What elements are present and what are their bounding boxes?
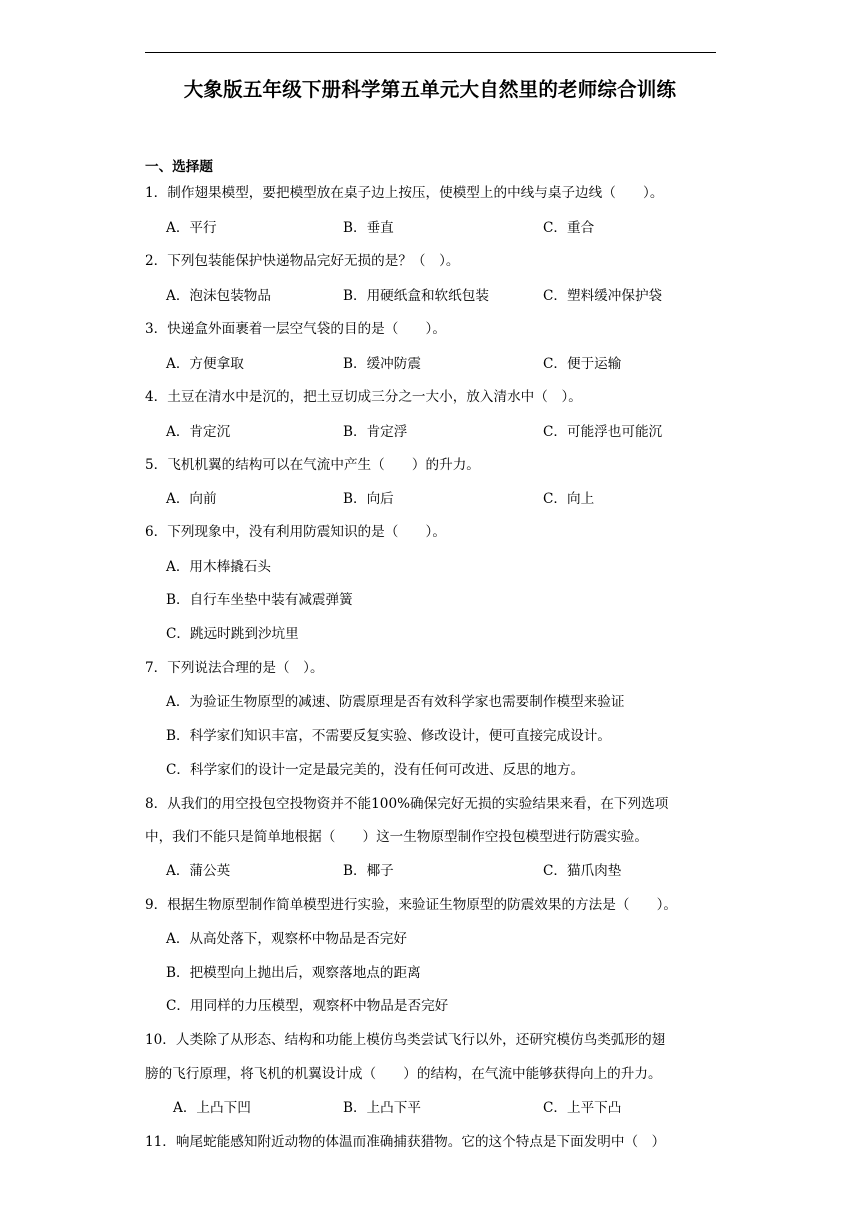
section-heading: 一、选择题 xyxy=(145,159,213,175)
question-8-option-c: C．猫爪肉垫 xyxy=(543,863,622,879)
question-2-option-b: B．用硬纸盒和软纸包装 xyxy=(343,288,489,304)
question-6-stem: 6．下列现象中，没有利用防震知识的是（ ）。 xyxy=(145,524,446,540)
question-9-option-c: C．用同样的力压模型，观察杯中物品是否完好 xyxy=(166,998,449,1014)
question-7-option-b: B．科学家们知识丰富，不需要反复实验、修改设计，便可直接完成设计。 xyxy=(166,728,611,744)
question-7-option-a: A．为验证生物原型的减速、防震原理是否有效科学家也需要制作模型来验证 xyxy=(166,694,625,710)
question-8-stem-line-2: 中，我们不能只是简单地根据（ ）这一生物原型制作空投包模型进行防震实验。 xyxy=(145,829,648,845)
question-10-option-c: C．上平下凸 xyxy=(543,1100,622,1116)
question-4-option-c: C．可能浮也可能沉 xyxy=(543,424,663,440)
question-7-stem: 7．下列说法合理的是（ ）。 xyxy=(145,660,324,676)
question-8-option-a: A．蒲公英 xyxy=(166,863,231,879)
question-10-stem-line-1: 10．人类除了从形态、结构和功能上模仿鸟类尝试飞行以外，还研究模仿鸟类弧形的翅 xyxy=(145,1032,666,1048)
question-11-stem: 11．响尾蛇能感知附近动物的体温而准确捕获猎物。它的这个特点是下面发明中（ ） xyxy=(145,1134,666,1150)
question-1-option-c: C．重合 xyxy=(543,220,595,236)
question-5-stem: 5．飞机机翼的结构可以在气流中产生（ ）的升力。 xyxy=(145,457,480,473)
page-title: 大象版五年级下册科学第五单元大自然里的老师综合训练 xyxy=(183,78,677,101)
question-6-option-a: A．用木棒撬石头 xyxy=(166,559,271,575)
question-7-option-c: C．科学家们的设计一定是最完美的，没有任何可改进、反思的地方。 xyxy=(166,762,585,778)
question-1-option-a: A．平行 xyxy=(166,220,217,236)
question-10-option-b: B．上凸下平 xyxy=(343,1100,421,1116)
question-1-stem: 1．制作翅果模型，要把模型放在桌子边上按压，使模型上的中线与桌子边线（ ）。 xyxy=(145,185,664,201)
header-rule xyxy=(145,52,716,53)
question-6-option-c: C．跳远时跳到沙坑里 xyxy=(166,626,299,642)
question-8-option-b: B．椰子 xyxy=(343,863,394,879)
question-2-option-c: C．塑料缓冲保护袋 xyxy=(543,288,663,304)
question-4-option-b: B．肯定浮 xyxy=(343,424,408,440)
question-3-option-c: C．便于运输 xyxy=(543,356,622,372)
question-3-stem: 3．快递盒外面裹着一层空气袋的目的是（ ）。 xyxy=(145,321,446,337)
question-9-option-a: A．从高处落下，观察杯中物品是否完好 xyxy=(166,931,407,947)
question-10-option-a: A．上凸下凹 xyxy=(173,1100,251,1116)
question-3-option-b: B．缓冲防震 xyxy=(343,356,421,372)
question-2-option-a: A．泡沫包装物品 xyxy=(166,288,271,304)
question-2-stem: 2．下列包装能保护快递物品完好无损的是？（ ）。 xyxy=(145,253,460,269)
question-5-option-c: C．向上 xyxy=(543,491,595,507)
question-6-option-b: B．自行车坐垫中装有减震弹簧 xyxy=(166,592,353,608)
question-9-option-b: B．把模型向上抛出后，观察落地点的距离 xyxy=(166,965,421,981)
question-10-stem-line-2: 膀的飞行原理，将飞机的机翼设计成（ ）的结构，在气流中能够获得向上的升力。 xyxy=(145,1066,662,1082)
question-4-stem: 4．土豆在清水中是沉的，把土豆切成三分之一大小，放入清水中（ ）。 xyxy=(145,389,582,405)
question-5-option-a: A．向前 xyxy=(166,491,217,507)
question-4-option-a: A．肯定沉 xyxy=(166,424,231,440)
question-5-option-b: B．向后 xyxy=(343,491,394,507)
question-3-option-a: A．方便拿取 xyxy=(166,356,244,372)
question-8-stem-line-1: 8．从我们的用空投包空投物资并不能100%确保完好无损的实验结果来看，在下列选项 xyxy=(145,796,669,812)
question-1-option-b: B．垂直 xyxy=(343,220,394,236)
question-9-stem: 9．根据生物原型制作简单模型进行实验，来验证生物原型的防震效果的方法是（ ）。 xyxy=(145,897,678,913)
